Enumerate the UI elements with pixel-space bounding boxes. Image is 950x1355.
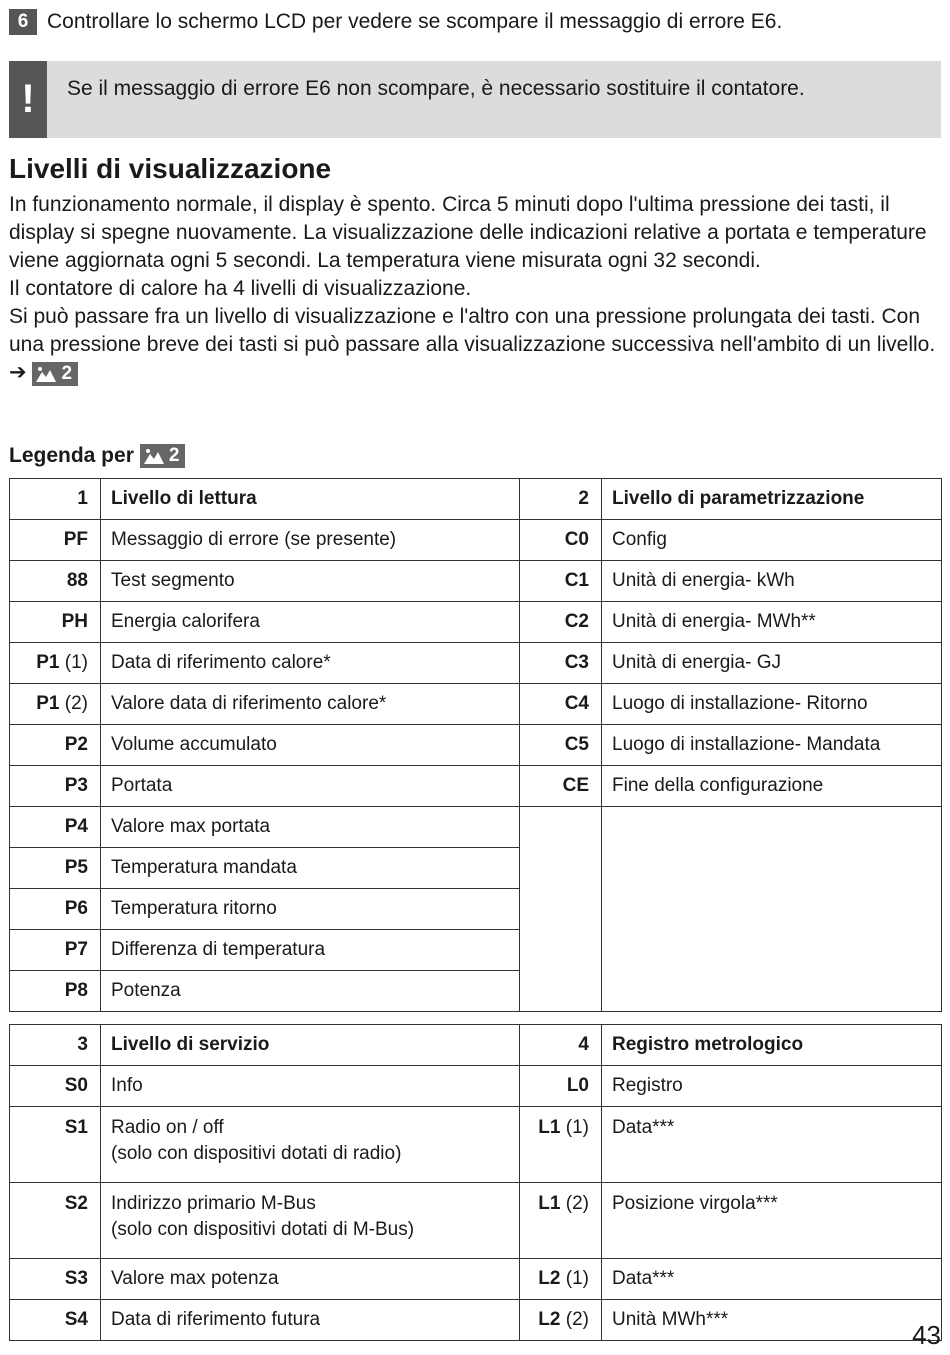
description-text: Messaggio di errore (se presente) [111, 529, 397, 550]
code-text: C4 [564, 693, 589, 714]
description-text: Luogo di installazione- Ritorno [612, 693, 868, 714]
display-description [602, 602, 942, 643]
display-code [520, 1300, 602, 1341]
warning-text: Se il messaggio di errore E6 non scompare, è necessario sostituire il contatore. [67, 77, 805, 100]
table-row [10, 1300, 942, 1341]
display-code [10, 807, 101, 848]
description-text: Unità MWh*** [612, 1309, 729, 1330]
code-text: PF [63, 529, 88, 550]
code-text: 88 [66, 570, 88, 591]
code-index: (1) [565, 1117, 589, 1138]
display-description [101, 766, 520, 807]
description-text: Config [612, 529, 667, 550]
description-text: Valore data di riferimento calore* [111, 693, 387, 714]
display-description [602, 684, 942, 725]
code-text: S2 [64, 1193, 88, 1214]
display-description [101, 848, 520, 889]
display-code [520, 520, 602, 561]
description-text: Data di riferimento calore* [111, 652, 331, 673]
display-description [602, 561, 942, 602]
table-row [10, 1107, 942, 1183]
display-description [101, 1107, 520, 1183]
level-title [101, 479, 520, 520]
description-text: Temperatura ritorno [111, 898, 277, 919]
description-text: Valore max potenza [111, 1268, 279, 1289]
code-text: P1 [36, 693, 60, 714]
table-row [10, 725, 942, 766]
description-text: Indirizzo primario M-Bus [111, 1193, 316, 1214]
table-row [10, 1259, 942, 1300]
code-text: C5 [564, 734, 589, 755]
display-code [520, 561, 602, 602]
empty-cell [520, 807, 602, 1012]
table-row [10, 807, 942, 848]
code-text: S3 [64, 1268, 88, 1289]
display-description [602, 766, 942, 807]
display-description [602, 643, 942, 684]
display-code [520, 1066, 602, 1107]
level-title-text: Livello di lettura [111, 488, 257, 509]
display-code [10, 889, 101, 930]
code-text: P5 [64, 857, 88, 878]
level-number-text: 4 [578, 1034, 589, 1055]
code-text: P4 [64, 816, 88, 837]
level-number-text: 1 [77, 488, 88, 509]
display-description [101, 602, 520, 643]
display-description [101, 520, 520, 561]
code-text: C1 [564, 570, 589, 591]
display-code [520, 684, 602, 725]
step-number-badge: 6 [9, 9, 37, 35]
arrow-icon: ➔ [9, 361, 27, 384]
display-code [520, 602, 602, 643]
display-description [101, 1300, 520, 1341]
paragraph-text: Si può passare fra un livello di visualizzazione e l'altro con una pressione prolungata dei tasti. Con una pressione breve dei tasti si può passare alla visualizzazione successiva nell'ambito di un livello. [9, 305, 936, 356]
table-row [10, 1183, 942, 1259]
table-row [10, 643, 942, 684]
figure-number: 2 [61, 363, 73, 384]
display-description [602, 725, 942, 766]
display-code [520, 1183, 602, 1259]
display-description [101, 971, 520, 1012]
display-code [10, 643, 101, 684]
legend-title-text: Legenda per [9, 444, 134, 467]
table-row [10, 520, 942, 561]
legend-table-levels-3-4 [9, 1024, 942, 1341]
code-text: P6 [64, 898, 88, 919]
display-code [10, 684, 101, 725]
paragraph: Il contatore di calore ha 4 livelli di visualizzazione. [9, 277, 472, 300]
display-description [101, 889, 520, 930]
display-code [10, 1259, 101, 1300]
description-note: (solo con dispositivi dotati di radio) [111, 1143, 402, 1164]
display-description [101, 807, 520, 848]
display-code [520, 1259, 602, 1300]
display-code [10, 1183, 101, 1259]
description-text: Fine della configurazione [612, 775, 824, 796]
figure-number: 2 [168, 445, 180, 466]
display-description [101, 1066, 520, 1107]
code-text: CE [562, 775, 589, 796]
display-code [10, 561, 101, 602]
table-header-row [10, 1025, 942, 1066]
image-icon [36, 366, 56, 382]
display-description [602, 1183, 942, 1259]
description-note: (solo con dispositivi dotati di M-Bus) [111, 1219, 415, 1240]
display-description [101, 1259, 520, 1300]
level-title-text: Livello di servizio [111, 1034, 270, 1055]
description-text: Data di riferimento futura [111, 1309, 321, 1330]
level-title-text: Registro metrologico [612, 1034, 804, 1055]
display-description [602, 1107, 942, 1183]
code-index: (2) [565, 1309, 589, 1330]
legend-table-levels-1-2 [9, 478, 942, 1012]
level-number [10, 1025, 101, 1066]
level-number [10, 479, 101, 520]
exclamation-icon: ! [9, 61, 47, 138]
description-text: Data*** [612, 1117, 675, 1138]
description-text: Potenza [111, 980, 181, 1001]
code-text: L0 [566, 1075, 589, 1096]
level-number-text: 2 [578, 488, 589, 509]
display-code [10, 1300, 101, 1341]
empty-cell [602, 807, 942, 1012]
image-icon [144, 448, 164, 464]
display-description [101, 930, 520, 971]
code-text: P7 [64, 939, 88, 960]
code-text: L2 [538, 1309, 561, 1330]
code-text: C2 [564, 611, 589, 632]
description-text: Energia calorifera [111, 611, 260, 632]
level-title-text: Livello di parametrizzazione [612, 488, 865, 509]
table-header-row [10, 479, 942, 520]
code-text: P8 [64, 980, 88, 1001]
display-code [10, 602, 101, 643]
description-text: Temperatura mandata [111, 857, 297, 878]
code-text: P3 [64, 775, 88, 796]
description-text: Valore max portata [111, 816, 271, 837]
display-description [602, 1066, 942, 1107]
warning-note [9, 61, 941, 138]
code-text: L1 [538, 1117, 561, 1138]
display-description [602, 520, 942, 561]
code-text: L2 [538, 1268, 561, 1289]
display-code [10, 725, 101, 766]
section-body [9, 191, 941, 387]
display-code [10, 766, 101, 807]
paragraph [9, 303, 941, 387]
display-description [101, 1183, 520, 1259]
level-title [602, 479, 942, 520]
code-text: S4 [64, 1309, 88, 1330]
description-text: Registro [612, 1075, 683, 1096]
table-row [10, 684, 942, 725]
description-text: Unità di energia- GJ [612, 652, 781, 673]
display-code [10, 1107, 101, 1183]
code-text: C0 [564, 529, 589, 550]
description-text: Radio on / off [111, 1117, 224, 1138]
description-text: Unità di energia- MWh** [612, 611, 816, 632]
display-code [520, 725, 602, 766]
code-text: C3 [564, 652, 589, 673]
code-index: (2) [64, 693, 88, 714]
step-instruction [9, 8, 782, 36]
description-text: Volume accumulato [111, 734, 277, 755]
description-text: Data*** [612, 1268, 675, 1289]
display-code [10, 1066, 101, 1107]
table-row [10, 602, 942, 643]
table-row [10, 766, 942, 807]
display-code [520, 643, 602, 684]
display-code [10, 930, 101, 971]
table-row [10, 1066, 942, 1107]
description-text: Info [111, 1075, 143, 1096]
description-text: Portata [111, 775, 173, 796]
code-text: L1 [538, 1193, 561, 1214]
display-code [10, 520, 101, 561]
display-description [602, 1259, 942, 1300]
step-text: Controllare lo schermo LCD per vedere se scompare il messaggio di errore E6. [47, 10, 783, 33]
display-description [602, 1300, 942, 1341]
description-text: Posizione virgola*** [612, 1193, 778, 1214]
code-index: (1) [565, 1268, 589, 1289]
display-code [520, 766, 602, 807]
code-text: S0 [64, 1075, 88, 1096]
description-text: Differenza di temperatura [111, 939, 326, 960]
page-number: 43 [912, 1320, 941, 1350]
paragraph: In funzionamento normale, il display è spento. Circa 5 minuti dopo l'ultima pressione dei tasti, il display si spegne nuovamente. La visualizzazione delle indicazioni relative a portata e temperature viene aggiornata ogni 5 secondi. La temperatura viene misurata ogni 32 secondi. [9, 193, 927, 272]
code-text: P2 [64, 734, 88, 755]
display-description [101, 684, 520, 725]
display-code [10, 848, 101, 889]
display-code [520, 1107, 602, 1183]
section-title: Livelli di visualizzazione [9, 153, 332, 184]
display-description [101, 561, 520, 602]
description-text: Unità di energia- kWh [612, 570, 795, 591]
code-text: PH [61, 611, 88, 632]
code-index: (2) [565, 1193, 589, 1214]
display-description [101, 725, 520, 766]
level-title [602, 1025, 942, 1066]
description-text: Luogo di installazione- Mandata [612, 734, 881, 755]
level-title [101, 1025, 520, 1066]
legend-heading [9, 440, 185, 472]
level-number [520, 479, 602, 520]
table-row [10, 561, 942, 602]
level-number-text: 3 [77, 1034, 88, 1055]
figure-reference [140, 444, 186, 468]
display-description [101, 643, 520, 684]
figure-reference [32, 362, 78, 386]
level-number [520, 1025, 602, 1066]
display-code [10, 971, 101, 1012]
code-text: P1 [36, 652, 60, 673]
code-text: S1 [64, 1117, 88, 1138]
description-text: Test segmento [111, 570, 235, 591]
code-index: (1) [64, 652, 88, 673]
